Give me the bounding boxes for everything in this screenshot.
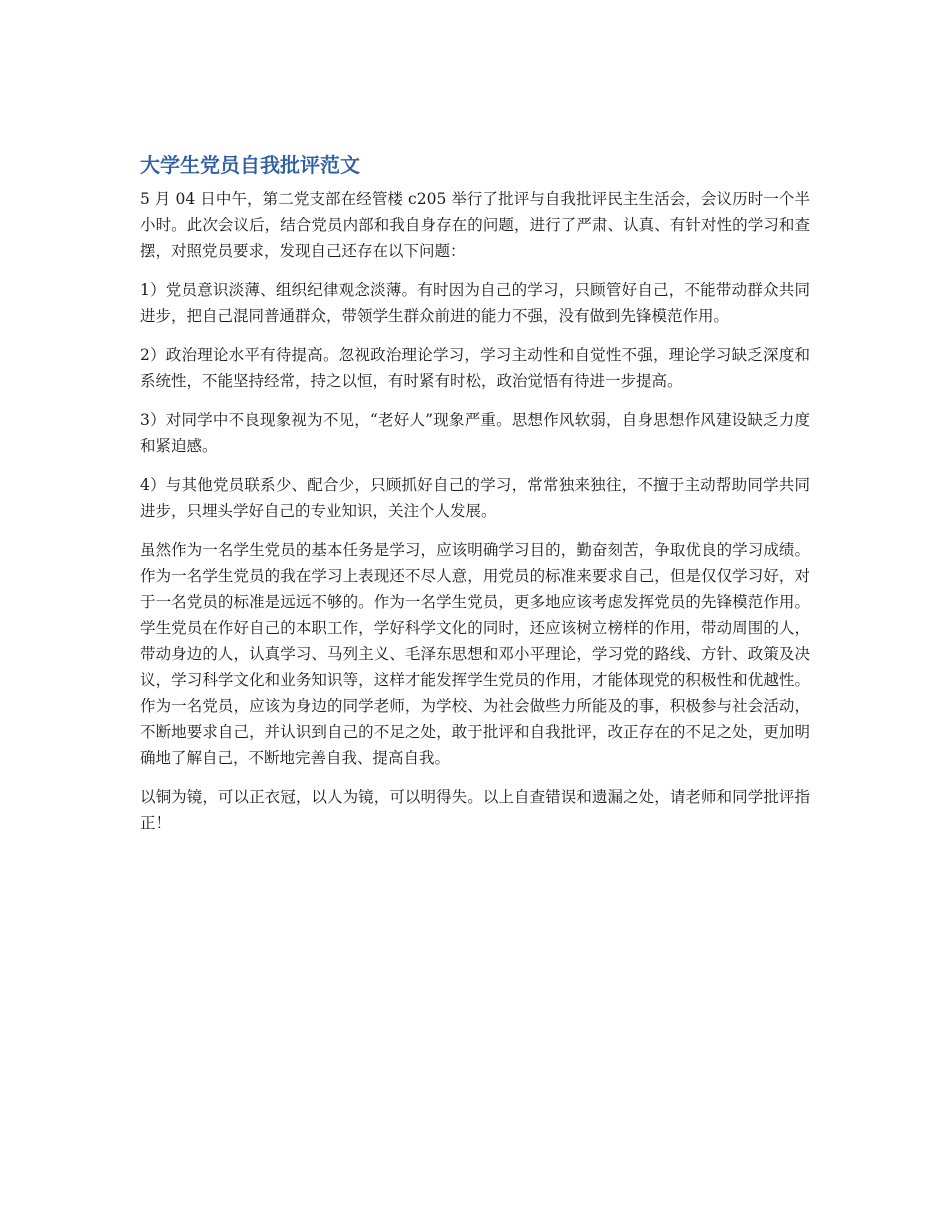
issue-1-paragraph: 1）党员意识淡薄、组织纪律观念淡薄。有时因为自己的学习，只顾管好自己，不能带动群众共同进步，把自己混同普通群众，带领学生群众前进的能力不强，没有做到先锋模范作用。 (140, 281, 810, 325)
intro-paragraph: 5 月 04 日中午，第二党支部在经管楼 c205 举行了批评与自我批评民主生活会，会议历时一个半小时。此次会议后，结合党员内部和我自身存在的问题，进行了严肃、认真、有针对性的学习和查摆，对照党员要求，发现自己还存在以下问题： (140, 190, 810, 260)
reflection-paragraph: 虽然作为一名学生党员的基本任务是学习，应该明确学习目的，勤奋刻苦，争取优良的学习成绩。作为一名学生党员的我在学习上表现还不尽人意，用党员的标准来要求自己，但是仅仅学习好，对于一名党员的标准是远远不够的。作为一名学生党员，更多地应该考虑发挥党员的先锋模范作用。学生党员在作好自己的本职工作，学好科学文化的同时，还应该树立榜样的作用，带动周围的人，带动身边的人，认真学习、马列主义、毛泽东思想和邓小平理论，学习党的路线、方针、政策及决议，学习科学文化和业务知识等，这样才能发挥学生党员的作用，才能体现党的积极性和优越性。作为一名党员，应该为身边的同学老师，为学校、为社会做些力所能及的事，积极参与社会活动，不断地要求自己，并认识到自己的不足之处，敢于批评和自我批评，改正存在的不足之处，更加明确地了解自己，不断地完善自我、提高自我。 (140, 541, 810, 767)
issue-3-paragraph: 3）对同学中不良现象视为不见，“老好人”现象严重。思想作风软弱，自身思想作风建设缺乏力度和紧迫感。 (140, 411, 810, 455)
document-page (140, 150, 810, 849)
document-title: 大学生党员自我批评范文 (140, 153, 360, 177)
closing-paragraph: 以铜为镜，可以正衣冠，以人为镜，可以明得失。以上自查错误和遗漏之处，请老师和同学批评指正！ (140, 788, 810, 832)
issue-4-paragraph: 4）与其他党员联系少、配合少，只顾抓好自己的学习，常常独来独往，不擅于主动帮助同学共同进步，只埋头学好自己的专业知识，关注个人发展。 (140, 476, 810, 520)
issue-2-paragraph: 2）政治理论水平有待提高。忽视政治理论学习，学习主动性和自觉性不强，理论学习缺乏深度和系统性，不能坚持经常，持之以恒，有时紧有时松，政治觉悟有待进一步提高。 (140, 346, 810, 390)
